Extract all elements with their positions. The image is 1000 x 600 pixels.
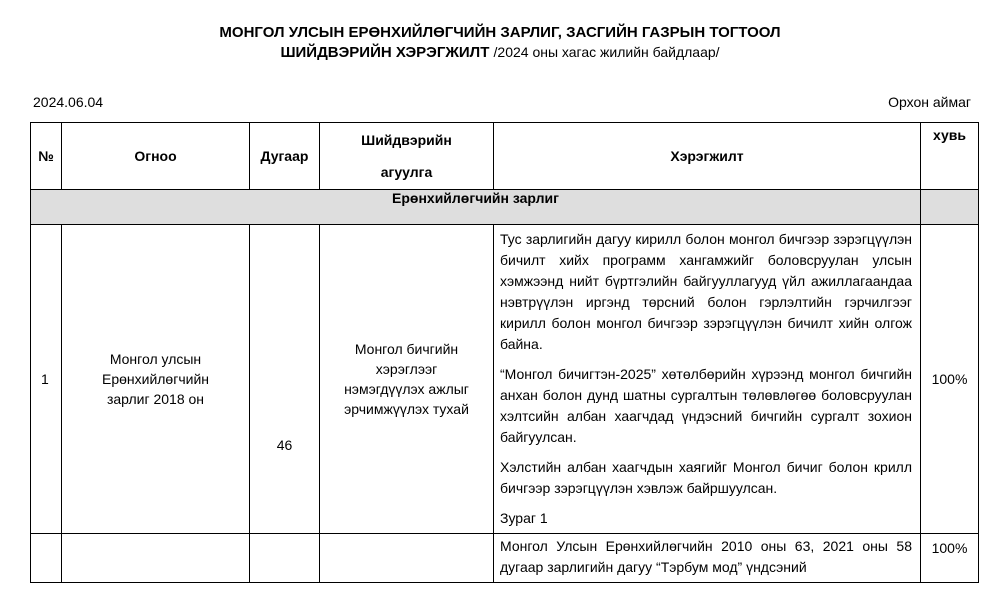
header-percent: хувь bbox=[921, 123, 979, 190]
row-content-line: нэмэгдүүлэх ажлыг bbox=[344, 381, 469, 397]
section-row bbox=[31, 190, 979, 225]
row-content bbox=[320, 534, 494, 583]
header-no: № bbox=[31, 123, 62, 190]
implementation-paragraph: Тус зарлигийн дагуу кирилл болон монгол бичгээр зэрэгцүүлэн бичилт хийх программ хангамжийг боловсруулан улсын хэмжээнд нийт бүртгэлийн байгууллагууд үйл ажиллагаандаа нэвтрүүлэн иргэнд төрсний болон гэрлэлтийн гэрчилгээг кирилл болон монгол бичгээр зэрэгцүүлэн бичилт хийн олгож байна. bbox=[500, 231, 912, 352]
row-no: 1 bbox=[31, 225, 62, 534]
row-date bbox=[62, 534, 250, 583]
implementation-paragraph: Хэлстийн албан хаагчдын хаягийг Монгол бичиг болон крилл бичгээр зэрэгцүүлэн хэвлэж байршуулсан. bbox=[500, 459, 912, 496]
row-implementation: Монгол Улсын Ерөнхийлөгчийн 2010 оны 63, 2021 оны 58 дугаар зарлигийн дагуу “Тэрбум мод” үндсэний bbox=[494, 534, 921, 583]
header-date: Огноо bbox=[62, 123, 250, 190]
row-percent: 100% bbox=[921, 534, 979, 583]
header-content bbox=[320, 123, 494, 190]
table-row bbox=[31, 225, 979, 534]
document-location: Орхон аймаг bbox=[888, 94, 971, 110]
header-content-line2: агуулга bbox=[380, 164, 433, 180]
row-no bbox=[31, 534, 62, 583]
row-date bbox=[62, 225, 250, 534]
row-content-line: Монгол бичгийн bbox=[354, 341, 459, 357]
row-content bbox=[320, 225, 494, 534]
subtitle-period: /2024 оны хагас жилийн байдлаар/ bbox=[493, 44, 720, 60]
row-percent: 100% bbox=[921, 225, 979, 534]
document-date: 2024.06.04 bbox=[33, 94, 104, 110]
section-blank-cell bbox=[921, 190, 979, 225]
row-implementation bbox=[494, 225, 921, 534]
header-implementation: Хэрэгжилт bbox=[494, 123, 921, 190]
header-content-line1: Шийдвэрийн bbox=[361, 132, 452, 148]
header-number: Дугаар bbox=[250, 123, 320, 190]
row-number bbox=[250, 534, 320, 583]
row-date-line: Монгол улсын bbox=[109, 351, 202, 367]
implementation-paragraph: “Монгол бичигтэн-2025” хөтөлбөрийн хүрээнд монгол бичгийн анхан болон дунд шатны сургалтын төлөвлөгөө боловсруулан хэлтсийн албан хаагчдад үндэсний бичгийн сургалт зохион байгуулсан. bbox=[500, 366, 912, 445]
section-title: Ерөнхийлөгчийн зарлиг bbox=[31, 190, 921, 225]
document-subtitle bbox=[0, 43, 1000, 62]
table-header-row bbox=[31, 123, 979, 190]
row-date-line: зарлиг 2018 он bbox=[106, 391, 205, 407]
document-title: МОНГОЛ УЛСЫН ЕРӨНХИЙЛӨГЧИЙН ЗАРЛИГ, ЗАСГИЙН ГАЗРЫН ТОГТООЛ bbox=[219, 24, 781, 41]
implementation-table bbox=[30, 122, 979, 583]
figure-reference: Зураг 1 bbox=[500, 510, 548, 526]
row-date-line: Ерөнхийлөгчийн bbox=[101, 371, 209, 387]
row-number: 46 bbox=[250, 225, 320, 534]
subtitle-main: ШИЙДВЭРИЙН ХЭРЭГЖИЛТ bbox=[280, 44, 490, 61]
row-content-line: хэрэглээг bbox=[375, 361, 438, 377]
table-row bbox=[31, 534, 979, 583]
row-content-line: эрчимжүүлэх тухай bbox=[344, 401, 469, 417]
